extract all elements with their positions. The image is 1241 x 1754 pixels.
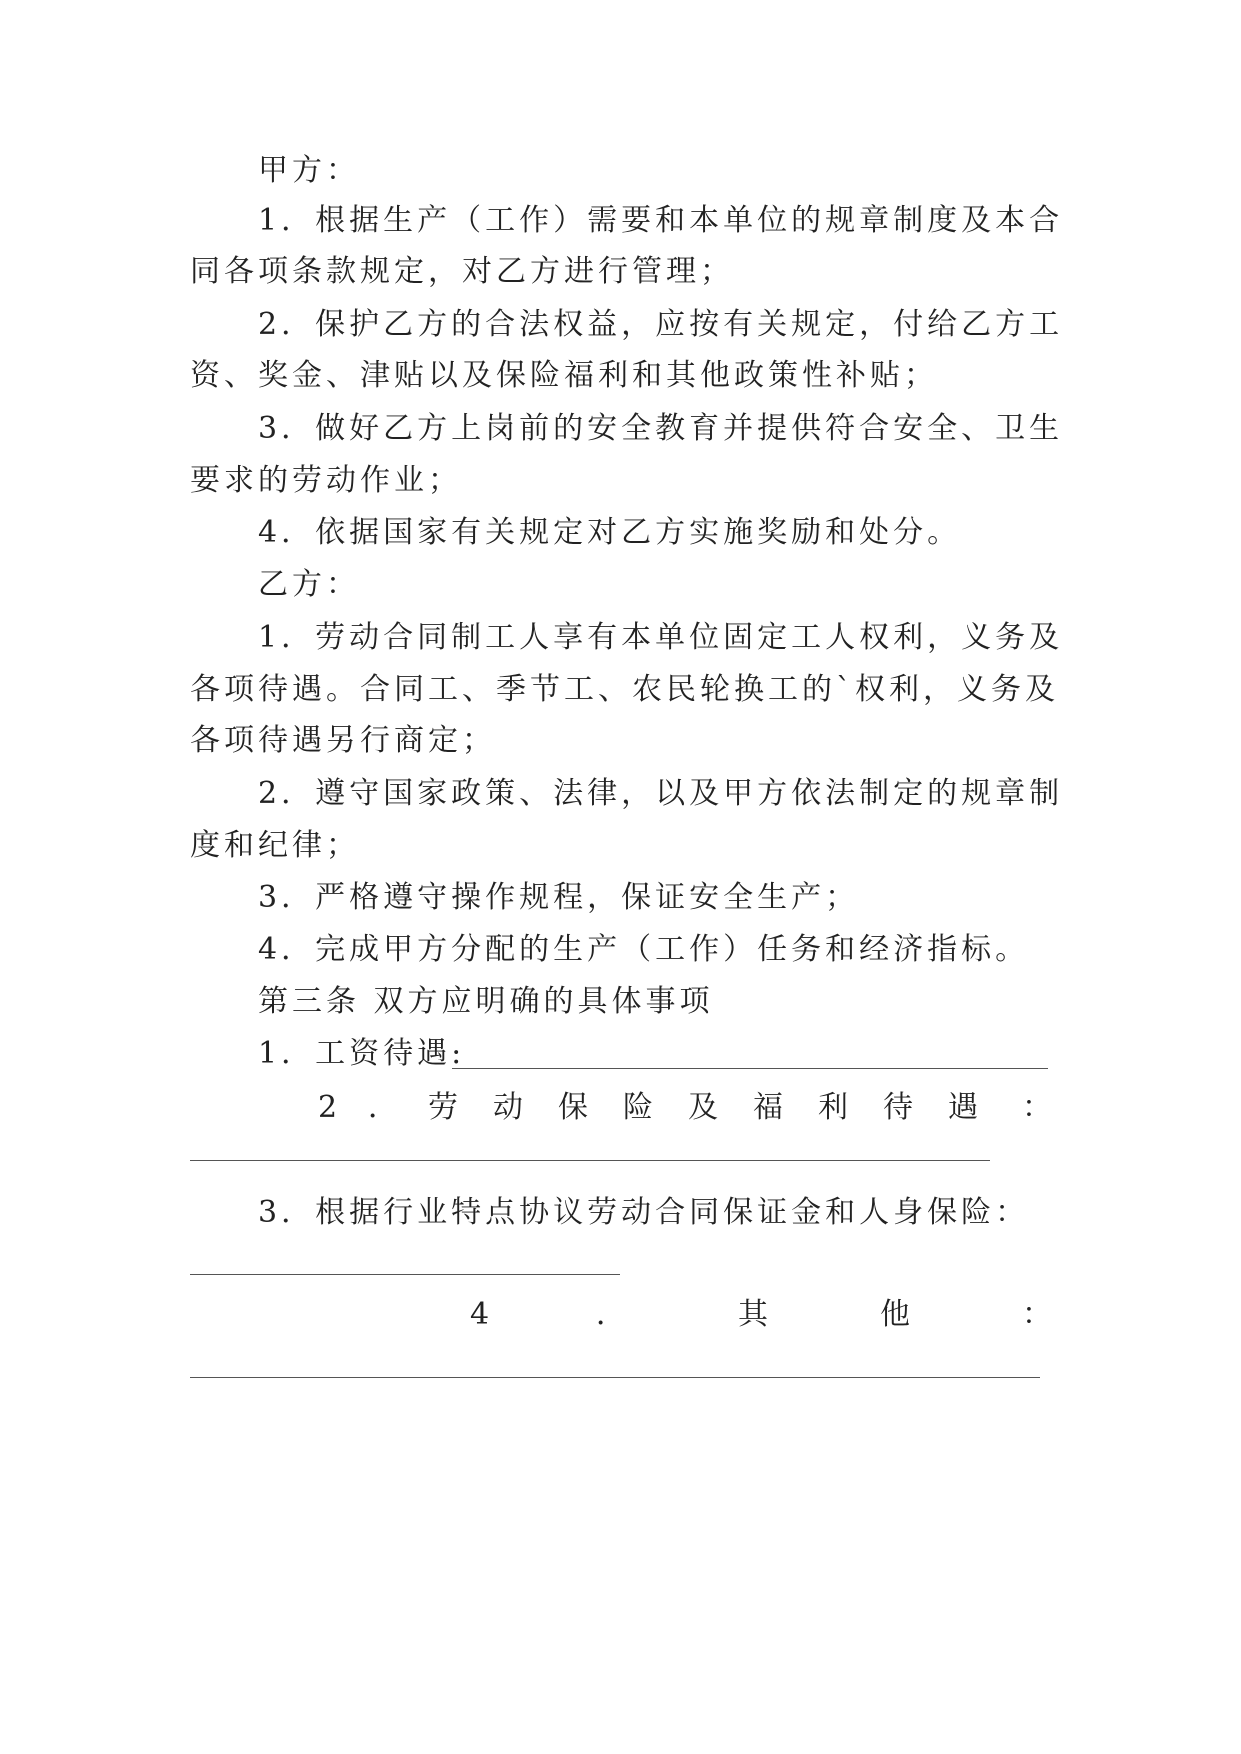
party-b-item-1-line-2: 各项待遇。合同工、季节工、农民轮换工的`权利，义务及 [190, 672, 1059, 707]
article-3-item-2-char: 遇 [948, 1090, 978, 1125]
party-a-item-3-line-2: 要求的劳动作业； [190, 463, 462, 498]
article-3-item-2-char: 保 [558, 1090, 588, 1125]
article-3-item-2-char: 待 [883, 1090, 913, 1125]
party-a-item-1-line-2: 同各项条款规定，对乙方进行管理； [190, 254, 734, 289]
article-3-item-2-char: 劳 [428, 1090, 458, 1125]
party-b-item-2-line-2: 度和纪律； [190, 828, 360, 863]
deposit-fill-in-line [190, 1274, 620, 1275]
article-3-item-2-char: ： [1022, 1090, 1052, 1125]
article-3-item-4-char: 其 [738, 1297, 768, 1332]
article-3-item-2-char: ． [368, 1090, 398, 1125]
party-b-item-1-line-1: 1．劳动合同制工人享有本单位固定工人权利，义务及 [258, 620, 1064, 655]
article-3-heading: 第三条 双方应明确的具体事项 [258, 984, 714, 1019]
article-3-item-4-char: 4 [470, 1297, 490, 1332]
article-3-item-3: 3．根据行业特点协议劳动合同保证金和人身保险： [258, 1195, 1030, 1230]
party-b-item-2-line-1: 2．遵守国家政策、法律，以及甲方依法制定的规章制 [258, 776, 1064, 811]
article-3-item-4-char: ： [1022, 1297, 1052, 1332]
article-3-item-2-char: 险 [623, 1090, 653, 1125]
party-b-item-4: 4．完成甲方分配的生产（工作）任务和经济指标。 [258, 932, 1030, 967]
article-3-item-4-char: 他 [880, 1297, 910, 1332]
party-a-item-2-line-2: 资、奖金、津贴以及保险福利和其他政策性补贴； [190, 358, 938, 393]
insurance-fill-in-line [190, 1160, 990, 1161]
party-a-item-1-line-1: 1．根据生产（工作）需要和本单位的规章制度及本合 [258, 203, 1064, 238]
party-a-item-2-line-1: 2．保护乙方的合法权益，应按有关规定，付给乙方工 [258, 307, 1064, 342]
party-b-item-1-line-3: 各项待遇另行商定； [190, 723, 496, 758]
article-3-item-2-char: 动 [493, 1090, 523, 1125]
party-a-item-3-line-1: 3．做好乙方上岗前的安全教育并提供符合安全、卫生 [258, 411, 1064, 446]
party-a-heading: 甲方： [258, 153, 360, 188]
other-fill-in-line [190, 1377, 1040, 1378]
wage-fill-in-line [452, 1068, 1048, 1069]
party-b-heading: 乙方： [258, 567, 360, 602]
article-3-item-4-char: ． [596, 1297, 626, 1332]
article-3-item-2-char: 及 [688, 1090, 718, 1125]
article-3-item-2-char: 2 [318, 1090, 338, 1125]
party-a-item-4: 4．依据国家有关规定对乙方实施奖励和处分。 [258, 515, 962, 550]
article-3-item-1-label: 1．工资待遇: [258, 1036, 466, 1071]
article-3-item-2-char: 福 [753, 1090, 783, 1125]
party-b-item-3: 3．严格遵守操作规程，保证安全生产； [258, 880, 860, 915]
article-3-item-2-char: 利 [818, 1090, 848, 1125]
